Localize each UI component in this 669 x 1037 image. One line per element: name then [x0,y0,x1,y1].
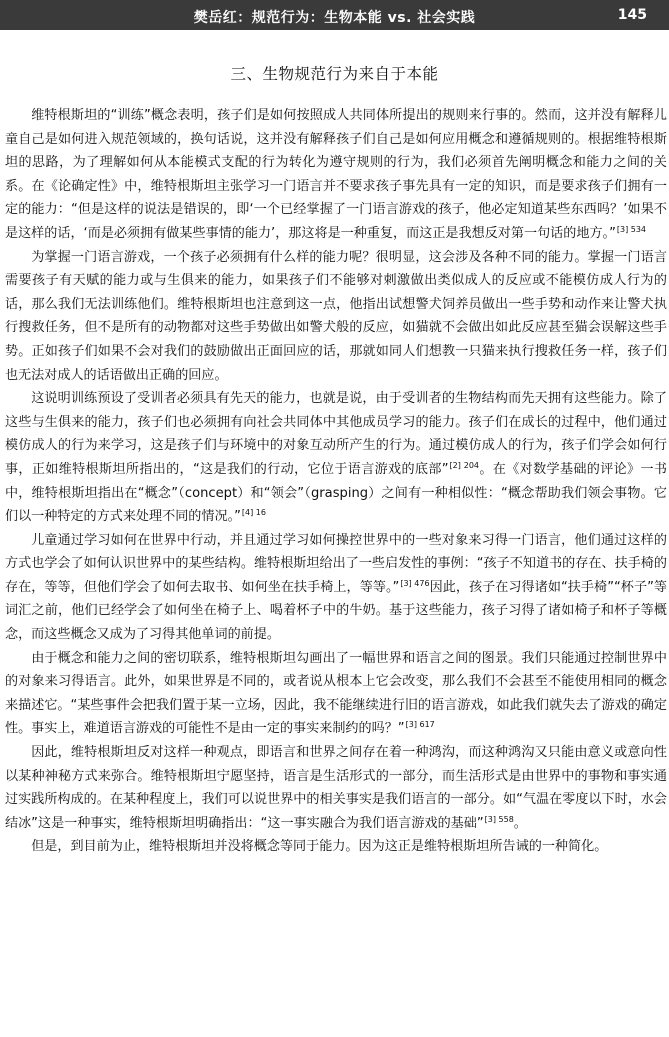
paragraph-text: 。 [513,815,527,831]
body-paragraph [5,835,667,859]
paragraph-text: 因此，维特根斯坦反对这样一种观点，即语言和世界之间存在着一种鸿沟，而这种鸿沟又只能由意义或意向性以某种神秘方式来弥合。维特根斯坦宁愿坚持，语言是生活形式的一部分，而生活形式是由世界中的事物和事实通过实践所构成的。在某种程度上，我们可以说世界中的相关事实是我们语言的一部分。如“气温在零度以下时，水会结冰”这是一种事实，维特根斯坦明确指出：“这一事实融合为我们语言游戏的基础” [5,745,667,831]
paragraph-text: 。在《对数学基础的评论》一书中，维特根斯坦指出在“概念”（concept）和“领会”（grasping）之间有一种相似性：“概念帮助我们领会事物。它们以一种特定的方式来处理不同的情况。” [5,461,667,525]
citation-reference: [3] 617 [405,720,435,730]
body-paragraph [5,529,667,647]
page-number: 145 [617,7,647,23]
paragraph-text: 为掌握一门语言游戏，一个孩子必须拥有什么样的能力呢？很明显，这会涉及各种不同的能力。掌握一门语言需要孩子有天赋的能力或与生俱来的能力，如果孩子们不能够对刺激做出类似成人的反应或不能模仿成人行为的话，那么我们无法训练他们。维特根斯坦也注意到这一点，他指出试想警犬饲养员做出一些手势和动作来让警犬执行搜救任务，但不是所有的动物都对这些手势做出如警犬般的反应，如猫就不会做出如此反应甚至猫会误解这些手势。正如孩子们如果不会对我们的鼓励做出正面回应的话，那就如同人们想教一只猫来执行搜救任务一样，孩子们也无法对成人的话语做出正确的回应。 [5,249,667,383]
body-paragraph [5,387,667,529]
citation-reference: [3] 476 [400,578,430,588]
body-paragraph [5,246,667,388]
body-paragraph [5,647,667,741]
body-paragraph [5,104,667,246]
paragraph-text: 这说明训练预设了受训者必须具有先天的能力，也就是说，由于受训者的生物结构而先天拥有这些能力。除了这些与生俱来的能力，孩子们也必须拥有向社会共同体中其他成员学习的能力。孩子们在成长的过程中，他们通过模仿成人的行为来学习，这是孩子们与环境中的对象互动所产生的行为。通过模仿成人的行为，孩子们学会如何行事，正如维特根斯坦所指出的，“这是我们的行动，它位于语言游戏的底部” [5,391,667,477]
body-paragraph [5,741,667,835]
running-header [0,0,669,30]
paragraph-text: 由于概念和能力之间的密切联系，维特根斯坦勾画出了一幅世界和语言之间的图景。我们只能通过控制世界中的对象来习得语言。此外，如果世界是不同的，或者说从根本上它会改变，那么我们不会甚至不能使用相同的概念来描述它。“某些事件会把我们置于某一立场，因此，我不能继续进行旧的语言游戏，如此我们就失去了游戏的确定性。事实上，难道语言游戏的可能性不是由一定的事实来制约的吗？” [5,650,667,737]
citation-reference: [2] 204 [449,460,480,470]
citation-reference: [3] 558 [484,814,514,824]
paragraph-text: 儿童通过学习如何在世界中行动，并且通过学习如何操控世界中的一些对象来习得一门语言，他们通过这样的方式也学会了如何认识世界中的某些结构。维特根斯坦给出了一些启发性的事例：“孩子不知道书的存在、扶手椅的存在，等等，但他们学会了如何去取书、如何坐在扶手椅上，等等。” [5,532,667,595]
running-header-title: 樊岳红：规范行为：生物本能 vs. 社会实践 [193,10,476,26]
paragraph-text: 但是，到目前为止，维特根斯坦并没将概念等同于能力。因为这正是维特根斯坦所告诫的一种简化。 [31,839,608,855]
paragraph-text: 维特根斯坦的“训练”概念表明，孩子们是如何按照成人共同体所提出的规则来行事的。然而，这并没有解释儿童自己是如何进入规范领域的，换句话说，这并没有解释孩子们自己是如何应用概念和遵循规则的。根据维特根斯坦的思路，为了理解如何从本能模式支配的行为转化为遵守规则的行为，我们必须首先阐明概念和能力之间的关系。在《论确定性》中，维特根斯坦主张学习一门语言并不要求孩子事先具有一定的知识，而是要求孩子们拥有一定的能力：“但是这样的说法是错误的，即‘一个已经掌握了一门语言游戏的孩子，他必定知道某些东西吗？’如果不是这样的话，‘而是必须拥有做某些事情的能力’，那这将是一种重复，而这正是我想反对第一句话的地方。” [5,108,667,241]
paragraph-text: 因此，孩子在习得诸如“扶手椅”“杯子”等词汇之前，他们已经学会了如何坐在椅子上、喝着杯子中的牛奶。基于这些能力，孩子习得了诸如椅子和杯子等概念，而这些概念又成为了习得其他单词的前提。 [5,579,667,643]
section-heading: 三、生物规范行为来自于本能 [230,65,439,83]
body-text [5,104,667,859]
citation-reference: [4] 16 [241,508,266,518]
citation-reference: [3] 534 [616,224,647,234]
